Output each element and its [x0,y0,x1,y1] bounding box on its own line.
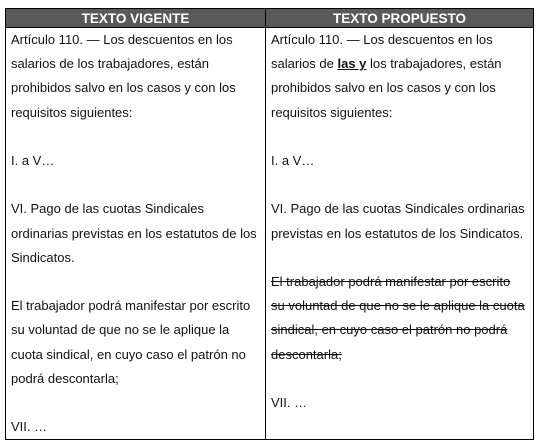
current-text-cell [6,28,266,440]
current-fraction-vi: VI. Pago de las cuotas Sindicales ordinarias previstas en los estatutos de los Sindicatos. [11,201,257,265]
content-row [6,28,534,440]
proposed-fractions-i-v: I. a V… [271,153,315,168]
header-current: TEXTO VIGENTE [6,9,266,28]
current-fraction-vii: VII. … [11,419,48,435]
proposed-article-intro [271,28,527,125]
current-article-intro: Artículo 110. — Los descuentos en los salarios de los trabajadores, están prohibidos salvo en los casos y con los requisitos siguientes: [11,32,236,120]
proposed-intro-before: Artículo 110. — Los descuentos en los salarios de [271,32,493,72]
current-worker-clause: El trabajador podrá manifestar por escrito su voluntad de que no se le aplique la cuota sindical, en cuyo caso el patrón no podrá descontarla; [11,298,251,386]
proposed-inserted-text: las y [337,56,367,72]
proposed-fraction-vi: VI. Pago de las cuotas Sindicales ordinarias previstas en los estatutos de los Sindicatos. [271,201,525,241]
comparison-table [5,8,534,440]
header-row [6,9,534,28]
proposed-deleted-clause: El trabajador podrá manifestar por escrito su voluntad de que no se le aplique la cuota sindical, en cuyo caso el patrón no podrá descontarla; [271,273,525,362]
proposed-text-cell [266,28,534,440]
header-proposed: TEXTO PROPUESTO [266,9,534,28]
current-fractions-i-v: I. a V… [11,153,55,168]
proposed-fraction-vii: VII. … [271,394,308,410]
proposed-intro-after: los trabajadores, están prohibidos salvo en los casos y con los requisitos siguientes: [271,56,502,120]
